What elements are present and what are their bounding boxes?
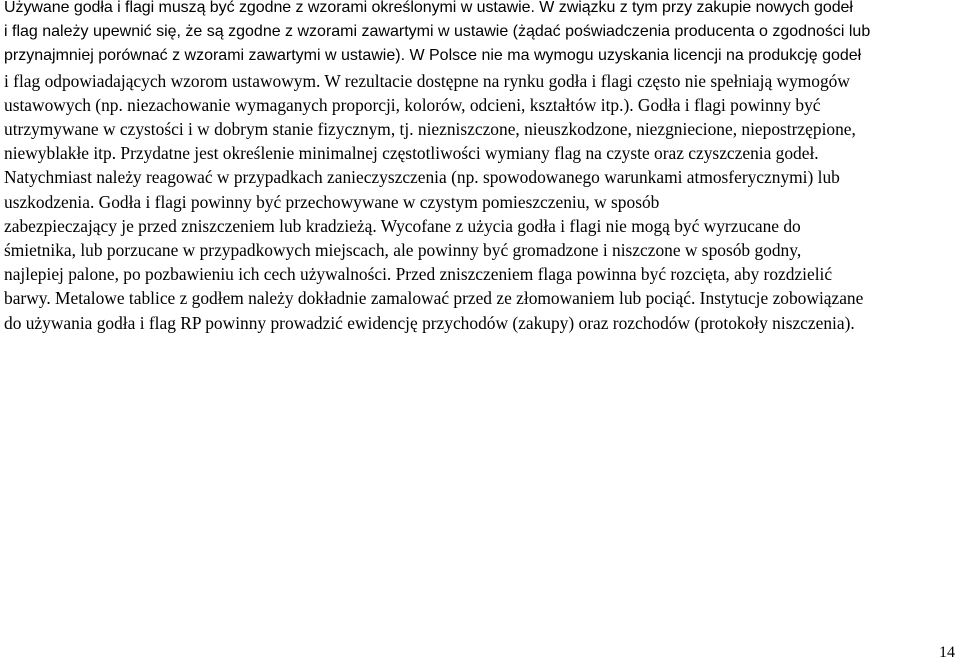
text-line: do używania godła i flag RP powinny prowadzić ewidencję przychodów (zakupy) oraz rozchodów (protokoły niszczenia).: [4, 312, 855, 333]
text-line: Natychmiast należy reagować w przypadkach zanieczyszczenia (np. spowodowanego warunkami atmosferycznymi) lub: [4, 167, 840, 188]
text-line: utrzymywane w czystości i w dobrym stanie fizycznym, tj. niezniszczone, nieuszkodzone, niezgniecione, niepostrzępione,: [4, 119, 856, 140]
text-line: i flag odpowiadających wzorom ustawowym. W rezultacie dostępne na rynku godła i flagi często nie spełniają wymogów: [4, 70, 850, 91]
text-line: i flag należy upewnić się, że są zgodne z wzorami zawartymi w ustawie (żądać poświadczenia producenta o zgodności lub: [4, 23, 871, 41]
text-line: zabezpieczający je przed zniszczeniem lub kradzieżą. Wycofane z użycia godła i flagi nie mogą być wyrzucane do: [4, 215, 801, 236]
text-line: barwy. Metalowe tablice z godłem należy dokładnie zamalować przed ze złomowaniem lub pociąć. Instytucje zobowiązane: [4, 288, 864, 309]
text-line: ustawowych (np. niezachowanie wymaganych proporcji, kolorów, odcieni, kształtów itp.). Godła i flagi powinny być: [4, 94, 821, 115]
text-line: przynajmniej porównać z wzorami zawartymi w ustawie). W Polsce nie ma wymogu uzyskania licencji na produkcję godeł: [4, 47, 862, 65]
page-number: 14: [939, 644, 955, 661]
text-line: uszkodzenia. Godła i flagi powinny być przechowywane w czystym pomieszczeniu, w sposób: [4, 191, 660, 212]
document-body: [4, 0, 959, 335]
text-line: najlepiej palone, po pozbawieniu ich cech używalności. Przed zniszczeniem flaga powinna być rozcięta, aby rozdzielić: [4, 264, 833, 285]
text-line: śmietnika, lub porzucane w przypadkowych miejscach, ale powinny być gromadzone i niszczone w sposób godny,: [4, 240, 802, 261]
text-line: niewyblakłe itp. Przydatne jest określenie minimalnej częstotliwości wymiany flag na czyste oraz czyszczenia godeł.: [4, 143, 819, 164]
text-line: Używane godła i flagi muszą być zgodne z wzorami określonymi w ustawie. W związku z tym przy zakupie nowych godeł: [4, 0, 853, 16]
